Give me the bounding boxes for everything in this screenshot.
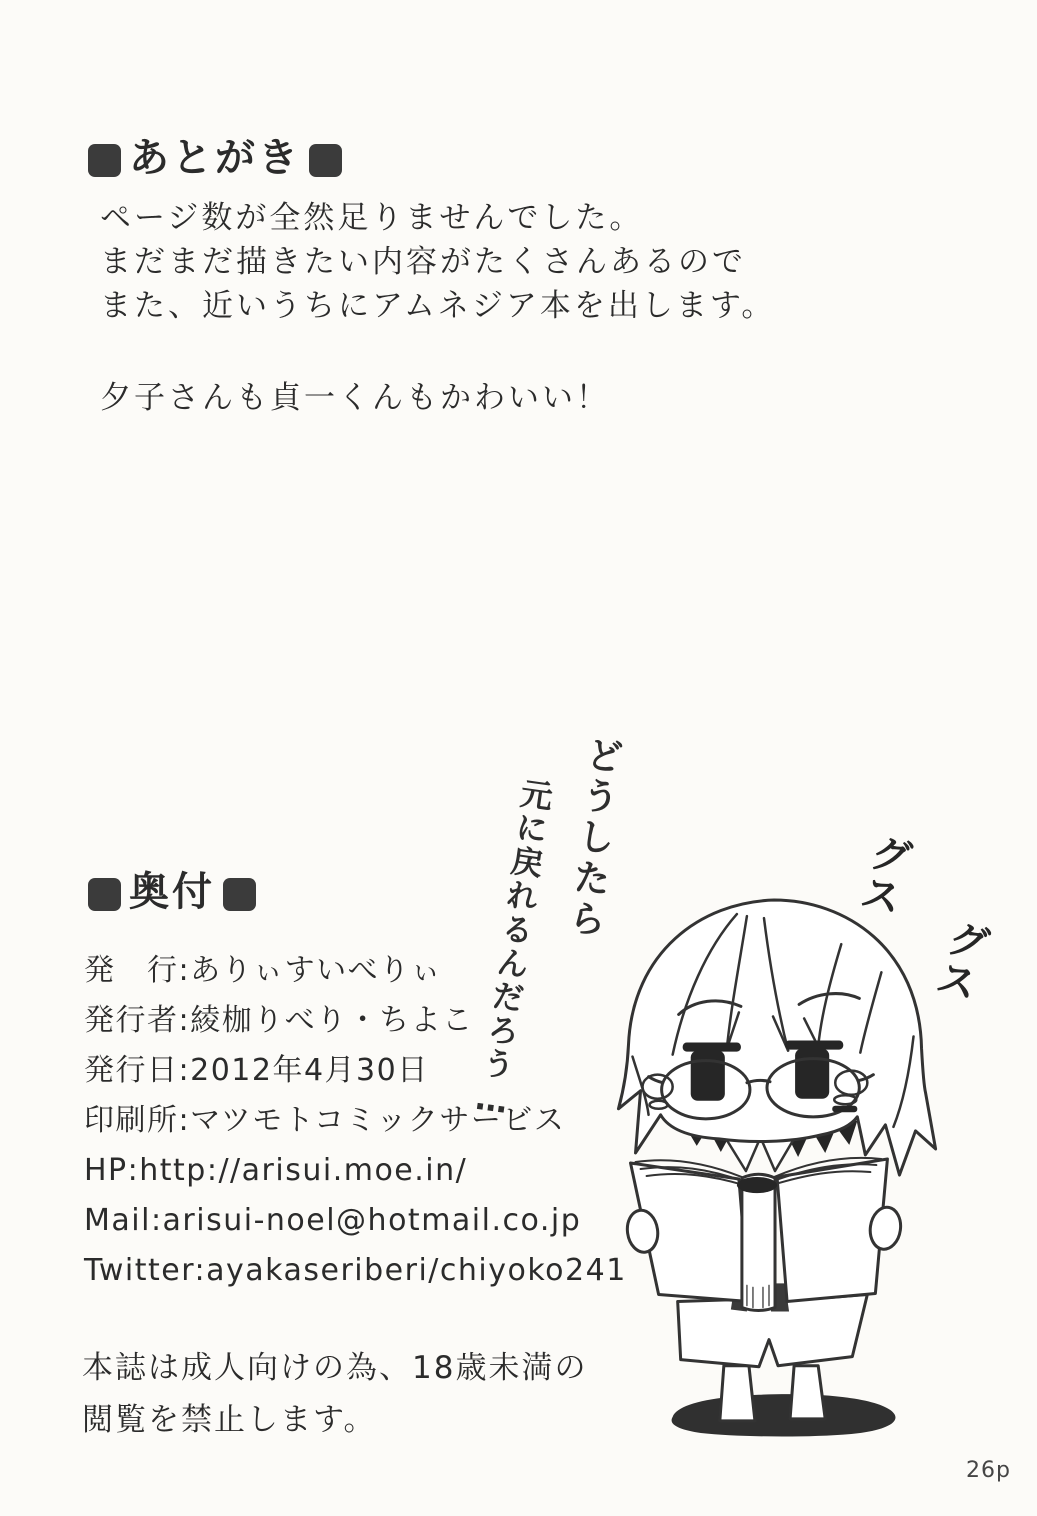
chibi-illustration [588,886,950,1448]
colophon-list [84,946,627,1296]
afterword-line: また、近いうちにアムネジア本を出します。 [100,288,776,324]
afterword-line: まだまだ描きたい内容がたくさんあるので [100,244,746,280]
heading-square-icon [88,878,121,911]
handwriting-column-left: 元に戻れるんだろう… [470,775,556,1124]
afterword-paragraph [100,196,775,328]
adult-notice-line: 閲覧を禁止します。 [82,1402,377,1438]
sniffle-sfx: グス [849,828,917,920]
colophon-twitter-line: Twitter:ayakaseriberi/chiyoko241 [84,1253,627,1288]
afterword-heading [88,135,342,182]
head [618,900,935,1175]
adult-notice-line: 本誌は成人向けの為、18歳未満の [82,1350,588,1386]
afterword-kawaii-line: 夕子さんも貞一くんもかわいい！ [100,380,610,416]
heading-square-icon [223,878,256,911]
colophon-publisher-line: 発 行:ありぃすいべりぃ [84,953,443,988]
colophon-hp-line: HP:http://arisui.moe.in/ [84,1153,468,1188]
cheek-dash [832,1106,857,1113]
heading-square-icon [88,144,121,177]
afterword-line: ページ数が全然足りませんでした。 [100,200,644,236]
afterword-heading-text: あとがき [129,135,301,181]
page-number: 26p [966,1458,1011,1483]
colophon-printer-line: 印刷所:マツモトコミックサービス [84,1103,566,1138]
adult-notice [82,1342,587,1446]
colophon-heading [88,869,256,916]
colophon-heading-text: 奥付 [129,869,215,915]
ground-shadow [672,1394,896,1436]
heading-square-icon [309,144,342,177]
colophon-mail-line: Mail:arisui-noel@hotmail.co.jp [84,1203,582,1238]
sniffle-sfx: グス [925,913,995,1006]
colophon-author-line: 発行者:綾枷りべり・ちよこ [84,1003,474,1038]
colophon-date-line: 発行日:2012年4月30日 [84,1053,429,1088]
open-book [631,1158,888,1311]
handwriting-column-right: どうしたら [560,733,625,943]
